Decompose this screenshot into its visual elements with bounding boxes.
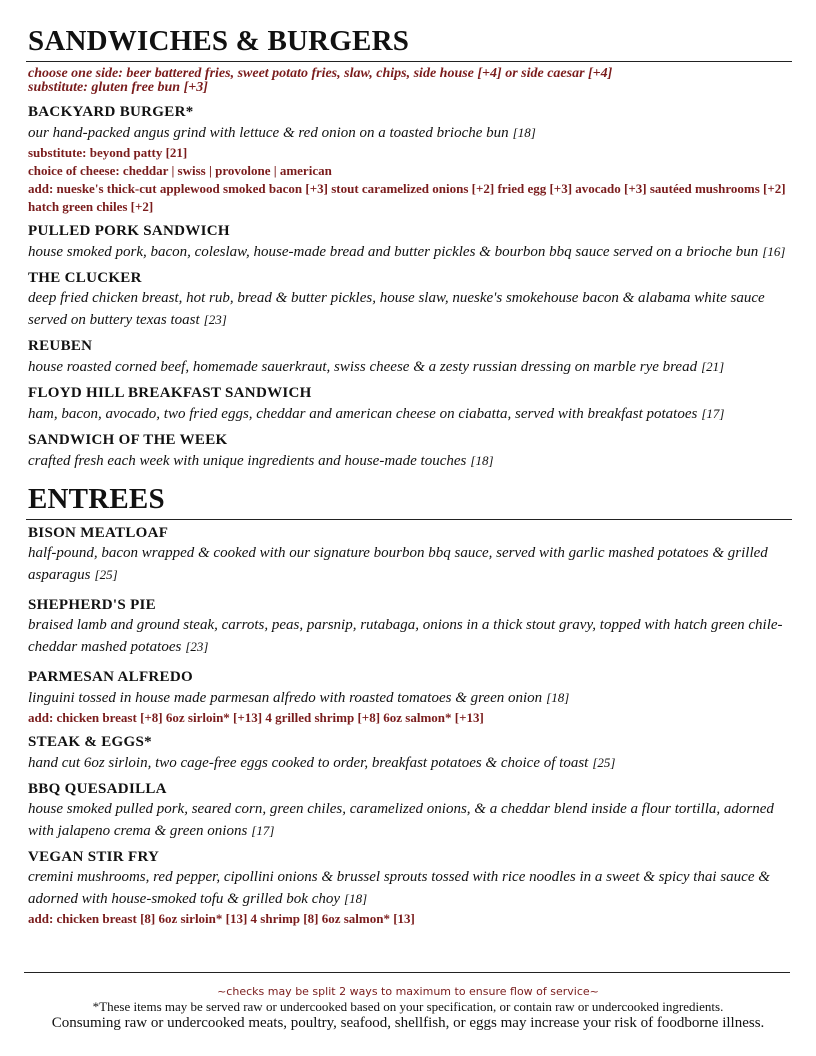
item-description <box>28 122 790 144</box>
item-desc-text: braised lamb and ground steak, carrots, peas, parsnip, rutabaga, onions in a thick stout gravy, topped with hatch green chile-cheddar mashed potatoes <box>28 617 783 655</box>
item-addons: add: chicken breast [8] 6oz sirloin* [13] 4 shrimp [8] 6oz salmon* [13] <box>28 911 415 926</box>
menu-page <box>28 24 790 934</box>
item-name: STEAK & EGGS* <box>28 734 152 750</box>
choose-side-note: choose one side: beer battered fries, sweet potato fries, slaw, chips, side house [+4] or side caesar [+4] <box>28 66 613 81</box>
section-divider <box>26 61 792 62</box>
menu-item-pulled-pork <box>28 222 790 263</box>
side-note <box>28 67 790 95</box>
raw-items-note: *These items may be served raw or undercooked based on your specification, or contain raw or undercooked ingredients. <box>92 999 724 1014</box>
item-desc-text: hand cut 6oz sirloin, two cage-free eggs cooked to order, breakfast potatoes & choice of toast <box>28 755 589 771</box>
menu-item-parmesan-alfredo <box>28 668 790 727</box>
footer <box>24 985 792 1032</box>
item-name: BACKYARD BURGER* <box>28 104 194 120</box>
item-price: [16] <box>762 244 786 259</box>
item-description <box>28 543 790 586</box>
item-description <box>28 867 790 910</box>
substitute-note: substitute: gluten free bun [+3] <box>28 80 208 95</box>
item-desc-text: house roasted corned beef, homemade sauerkraut, swiss cheese & a zesty russian dressing on marble rye bread <box>28 359 698 375</box>
item-desc-text: ham, bacon, avocado, two fried eggs, cheddar and american cheese on ciabatta, served with breakfast potatoes <box>28 406 698 422</box>
item-price: [18] <box>344 891 368 906</box>
item-description <box>28 450 790 472</box>
item-price: [23] <box>185 639 209 654</box>
menu-item-the-clucker <box>28 269 790 331</box>
item-description <box>28 615 790 658</box>
item-description <box>28 687 790 709</box>
item-desc-text: linguini tossed in house made parmesan alfredo with roasted tomatoes & green onion <box>28 690 543 706</box>
item-desc-text: half-pound, bacon wrapped & cooked with our signature bourbon bbq sauce, served with garlic mashed potatoes & grilled asparagus <box>28 545 768 583</box>
item-name: BBQ QUESADILLA <box>28 781 167 797</box>
menu-item-steak-eggs <box>28 733 790 774</box>
section-title-entrees: ENTREES <box>28 483 165 515</box>
menu-item-bison-meatloaf <box>28 524 790 586</box>
item-name: SANDWICH OF THE WEEK <box>28 432 228 448</box>
split-checks-note: ~checks may be split 2 ways to maximum to ensure flow of service~ <box>217 985 599 998</box>
item-price: [21] <box>701 359 725 374</box>
footer-divider <box>24 972 790 973</box>
foodborne-warning: Consuming raw or undercooked meats, poultry, seafood, shellfish, or eggs may increase your risk of foodborne illness. <box>51 1015 765 1031</box>
item-price: [18] <box>512 125 536 140</box>
item-addons: add: chicken breast [+8] 6oz sirloin* [+13] 4 grilled shrimp [+8] 6oz salmon* [+13] <box>28 710 484 725</box>
menu-item-reuben <box>28 337 790 378</box>
item-description <box>28 356 790 378</box>
item-description <box>28 799 790 842</box>
item-desc-text: house smoked pulled pork, seared corn, green chiles, caramelized onions, & a cheddar blend inside a flour tortilla, adorned with jalapeno crema & green onions <box>28 801 774 839</box>
menu-item-vegan-stir-fry <box>28 848 790 928</box>
item-description <box>28 403 790 425</box>
section-divider <box>26 519 792 520</box>
item-price: [17] <box>701 406 725 421</box>
item-name: FLOYD HILL BREAKFAST SANDWICH <box>28 385 312 401</box>
item-desc-text: deep fried chicken breast, hot rub, bread & butter pickles, house slaw, nueske's smokehouse bacon & alabama white sauce served on buttery texas toast <box>28 290 765 328</box>
menu-item-bbq-quesadilla <box>28 780 790 842</box>
item-desc-text: crafted fresh each week with unique ingredients and house-made touches <box>28 453 467 469</box>
item-name: VEGAN STIR FRY <box>28 849 160 865</box>
item-name: BISON MEATLOAF <box>28 525 169 541</box>
item-price: [17] <box>251 823 275 838</box>
item-desc-text: cremini mushrooms, red pepper, cipollini onions & brussel sprouts tossed with rice noodles in a sweet & spicy thai sauce & adorned with house-smoked tofu & grilled bok choy <box>28 869 770 907</box>
item-cheese-choice: choice of cheese: cheddar | swiss | provolone | american <box>28 163 332 178</box>
item-desc-text: our hand-packed angus grind with lettuce & red onion on a toasted brioche bun <box>28 125 509 141</box>
item-substitute: substitute: beyond patty [21] <box>28 145 188 160</box>
item-name: REUBEN <box>28 338 93 354</box>
item-price: [25] <box>94 567 118 582</box>
item-price: [23] <box>203 312 227 327</box>
section-title-sandwiches: SANDWICHES & BURGERS <box>28 25 410 57</box>
item-price: [25] <box>592 755 616 770</box>
item-name: SHEPHERD'S PIE <box>28 597 156 613</box>
item-price: [18] <box>470 453 494 468</box>
item-desc-text: house smoked pork, bacon, coleslaw, house-made bread and butter pickles & bourbon bbq sauce served on a brioche bun <box>28 244 759 260</box>
menu-item-shepherds-pie <box>28 596 790 658</box>
item-price: [18] <box>546 690 570 705</box>
menu-item-breakfast-sandwich <box>28 384 790 425</box>
item-name: THE CLUCKER <box>28 270 142 286</box>
menu-item-sandwich-of-week <box>28 431 790 472</box>
item-description <box>28 241 790 263</box>
item-description <box>28 288 790 331</box>
item-addons: add: nueske's thick-cut applewood smoked bacon [+3] stout caramelized onions [+2] fried egg [+3] avocado [+3] sautéed mushrooms [+2] hatch green chiles [+2] <box>28 181 786 214</box>
item-name: PULLED PORK SANDWICH <box>28 223 230 239</box>
menu-item-backyard-burger <box>28 103 790 216</box>
item-description <box>28 752 790 774</box>
item-name: PARMESAN ALFREDO <box>28 669 193 685</box>
